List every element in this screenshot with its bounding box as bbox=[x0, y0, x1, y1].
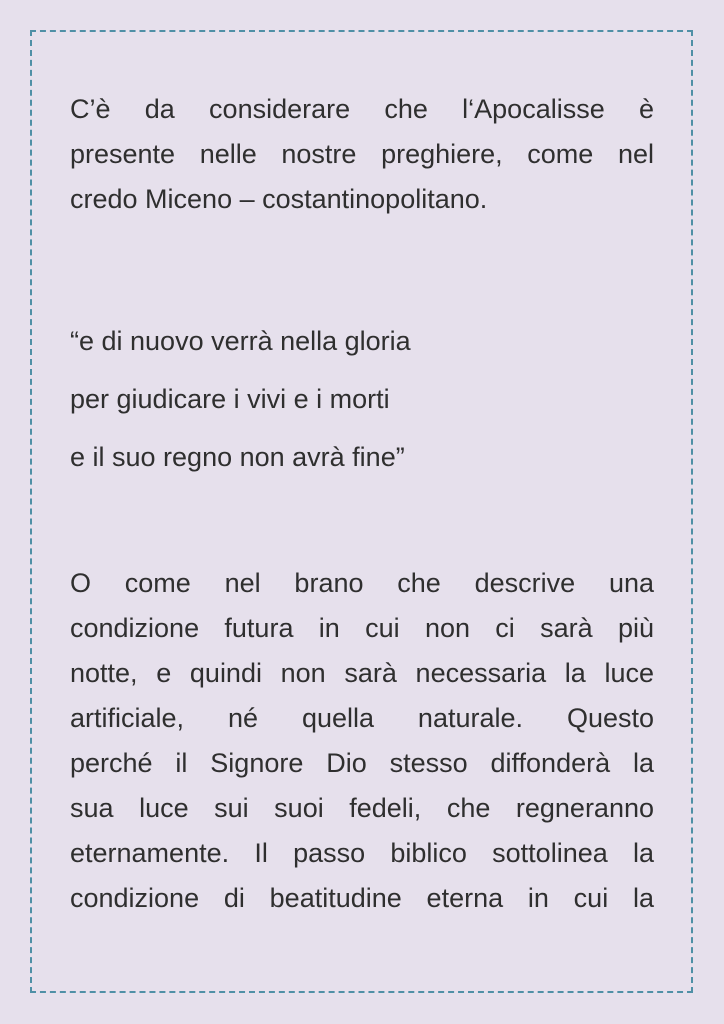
text-line: eternamente. Il passo biblico sottolinea la bbox=[70, 838, 654, 868]
creed-quote bbox=[70, 312, 654, 486]
text-line: O come nel brano che descrive una bbox=[70, 568, 654, 598]
quote-line: “e di nuovo verrà nella gloria bbox=[70, 326, 411, 356]
text-line: artificiale, né quella naturale. Questo bbox=[70, 703, 654, 733]
text-line: C’è da considerare che l‘Apocalisse è bbox=[70, 94, 654, 124]
text-line: condizione futura in cui non ci sarà più bbox=[70, 613, 654, 643]
paragraph-apocalypse bbox=[70, 561, 654, 921]
text-line: notte, e quindi non sarà necessaria la luce bbox=[70, 658, 654, 688]
text-line: condizione di beatitudine eterna in cui la bbox=[70, 883, 654, 913]
text-line: sua luce sui suoi fedeli, che regneranno bbox=[70, 793, 654, 823]
text-line: perché il Signore Dio stesso diffonderà la bbox=[70, 748, 654, 778]
paragraph-intro bbox=[70, 87, 654, 222]
document-body bbox=[70, 87, 654, 921]
quote-line: e il suo regno non avrà fine” bbox=[70, 442, 405, 472]
text-line: credo Miceno – costantinopolitano. bbox=[70, 184, 488, 214]
text-line: presente nelle nostre preghiere, come nel bbox=[70, 139, 654, 169]
quote-line: per giudicare i vivi e i morti bbox=[70, 384, 390, 414]
